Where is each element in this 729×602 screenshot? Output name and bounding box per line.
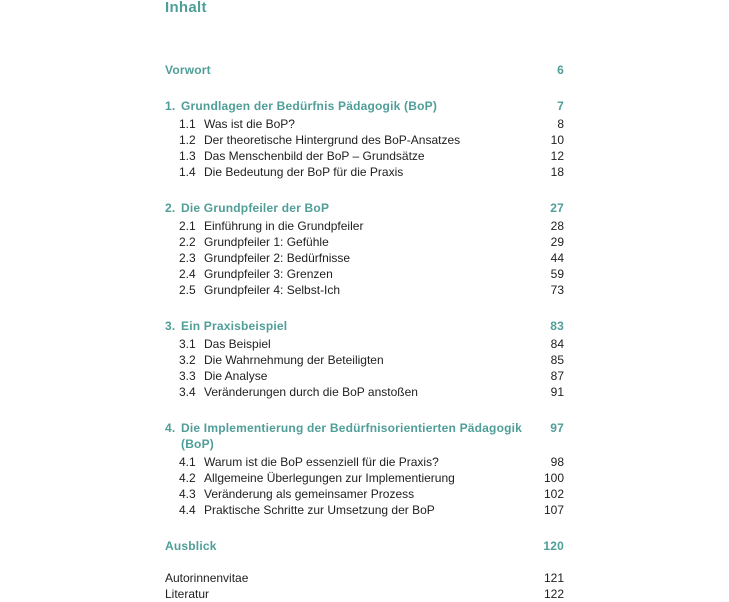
table-of-contents xyxy=(165,0,564,602)
toc-entry-page-number: 100 xyxy=(543,471,564,485)
toc-entry-page-number: 85 xyxy=(550,353,564,367)
toc-entry-backmatter-page-number: 122 xyxy=(543,587,564,601)
toc-entry xyxy=(165,218,564,234)
toc-entry-label: Grundpfeiler 1: Gefühle xyxy=(204,235,329,249)
toc-entry xyxy=(165,486,564,502)
toc-entry-page-number: 44 xyxy=(550,251,564,265)
toc-section-heading-number: 2. xyxy=(165,201,176,215)
toc-entry xyxy=(165,368,564,384)
toc-entry-ausblick-page-number: 120 xyxy=(543,539,564,553)
toc-section-heading-page-number: 7 xyxy=(557,99,564,113)
toc-entry xyxy=(165,148,564,164)
toc-entry-number: 3.1 xyxy=(179,337,196,351)
toc-entry-label: Praktische Schritte zur Umsetzung der BoP xyxy=(204,503,435,517)
toc-entry xyxy=(165,250,564,266)
toc-entry-vorwort-label: Vorwort xyxy=(165,63,211,77)
toc-entry-label: Einführung in die Grundpfeiler xyxy=(204,219,364,233)
toc-entry xyxy=(165,352,564,368)
toc-entry-page-number: 28 xyxy=(550,219,564,233)
toc-entry xyxy=(165,502,564,518)
toc-section-heading-page-number: 83 xyxy=(550,319,564,333)
toc-entry-label: Die Bedeutung der BoP für die Praxis xyxy=(204,165,404,179)
toc-section-heading-number: 4. xyxy=(165,421,176,435)
toc-entry-label: Grundpfeiler 2: Bedürfnisse xyxy=(204,251,351,265)
toc-entry-page-number: 10 xyxy=(550,133,564,147)
toc-entry-number: 4.3 xyxy=(179,487,196,501)
toc-entry xyxy=(165,266,564,282)
toc-entry-label: Grundpfeiler 3: Grenzen xyxy=(204,267,333,281)
toc-section-heading-label: Die Implementierung der Bedürfnisorientierten Pädagogik (BoP) xyxy=(181,421,523,451)
toc-entry-number: 2.3 xyxy=(179,251,196,265)
toc-entry xyxy=(165,116,564,132)
toc-entry xyxy=(165,470,564,486)
toc-entry-page-number: 8 xyxy=(557,117,564,131)
toc-entry-page-number: 98 xyxy=(550,455,564,469)
page-title: Inhalt xyxy=(165,0,207,16)
toc-entry-page-number: 29 xyxy=(550,235,564,249)
toc-entry xyxy=(165,164,564,180)
toc-section-items xyxy=(165,454,564,518)
toc-section-3 xyxy=(165,318,564,400)
toc-entry-number: 2.2 xyxy=(179,235,196,249)
toc-section-items xyxy=(165,218,564,298)
toc-entry xyxy=(165,282,564,298)
toc-entry-label: Was ist die BoP? xyxy=(204,117,295,131)
toc-entry-number: 4.2 xyxy=(179,471,196,485)
toc-entry-page-number: 84 xyxy=(550,337,564,351)
toc-section-items xyxy=(165,336,564,400)
toc-entry-label: Veränderung als gemeinsamer Prozess xyxy=(204,487,415,501)
toc-entry-backmatter-page-number: 121 xyxy=(543,571,564,585)
toc-rows xyxy=(165,62,564,602)
toc-entry-number: 3.4 xyxy=(179,385,196,399)
toc-entry-page-number: 87 xyxy=(550,369,564,383)
toc-section-heading-page-number: 27 xyxy=(550,201,564,215)
toc-entry-number: 4.4 xyxy=(179,503,196,517)
toc-entry xyxy=(165,234,564,250)
toc-entry-number: 3.3 xyxy=(179,369,196,383)
toc-section-2 xyxy=(165,200,564,298)
toc-entry xyxy=(165,336,564,352)
toc-entry-backmatter-label: Literatur xyxy=(165,587,210,601)
toc-entry-backmatter-label: Autorinnenvitae xyxy=(165,571,249,585)
toc-section-4 xyxy=(165,420,564,518)
toc-entry-number: 1.4 xyxy=(179,165,196,179)
toc-entry-number: 2.4 xyxy=(179,267,196,281)
toc-section-heading-label: Grundlagen der Bedürfnis Pädagogik (BoP) xyxy=(181,99,438,113)
toc-entry xyxy=(165,384,564,400)
toc-entry-page-number: 18 xyxy=(550,165,564,179)
toc-entry-number: 2.1 xyxy=(179,219,196,233)
toc-entry-number: 4.1 xyxy=(179,455,196,469)
toc-entry-label: Das Beispiel xyxy=(204,337,271,351)
toc-section-1 xyxy=(165,98,564,180)
toc-section-heading-label: Die Grundpfeiler der BoP xyxy=(181,201,330,215)
toc-section-heading-page-number: 97 xyxy=(550,421,564,435)
toc-section-heading-number: 1. xyxy=(165,99,176,113)
toc-section-items xyxy=(165,116,564,180)
toc-entry-label: Die Analyse xyxy=(204,369,268,383)
toc-entry-number: 1.1 xyxy=(179,117,196,131)
toc-section-heading xyxy=(165,98,564,114)
toc-entry-label: Warum ist die BoP essenziell für die Praxis? xyxy=(204,455,439,469)
toc-entry-label: Das Menschenbild der BoP – Grundsätze xyxy=(204,149,425,163)
toc-entry-number: 3.2 xyxy=(179,353,196,367)
toc-entry-vorwort xyxy=(165,62,564,78)
toc-section-heading-number: 3. xyxy=(165,319,176,333)
toc-entry xyxy=(165,132,564,148)
toc-entry-ausblick xyxy=(165,538,564,554)
toc-entry-page-number: 59 xyxy=(550,267,564,281)
toc-entry-page-number: 107 xyxy=(543,503,564,517)
toc-entry-label: Veränderungen durch die BoP anstoßen xyxy=(204,385,418,399)
toc-entry-label: Die Wahrnehmung der Beteiligten xyxy=(204,353,384,367)
toc-entry-page-number: 73 xyxy=(550,283,564,297)
toc-section-heading xyxy=(165,318,564,334)
toc-entry-number: 2.5 xyxy=(179,283,196,297)
toc-entry-number: 1.3 xyxy=(179,149,196,163)
toc-section-heading-label: Ein Praxisbeispiel xyxy=(181,319,288,333)
toc-entry-ausblick-label: Ausblick xyxy=(165,539,217,553)
toc-entry-page-number: 12 xyxy=(550,149,564,163)
toc-section-heading xyxy=(165,200,564,216)
toc-entry xyxy=(165,454,564,470)
toc-entry-vorwort-page-number: 6 xyxy=(557,63,564,77)
toc-entry-backmatter xyxy=(165,586,564,602)
toc-entry-number: 1.2 xyxy=(179,133,196,147)
toc-entry-page-number: 91 xyxy=(550,385,564,399)
toc-entry-label: Allgemeine Überlegungen zur Implementierung xyxy=(204,471,455,485)
toc-entry-page-number: 102 xyxy=(543,487,564,501)
toc-entry-backmatter xyxy=(165,570,564,586)
toc-entry-label: Grundpfeiler 4: Selbst-Ich xyxy=(204,283,341,297)
toc-entry-label: Der theoretische Hintergrund des BoP-Ansatzes xyxy=(204,133,461,147)
toc-section-heading xyxy=(165,420,564,452)
